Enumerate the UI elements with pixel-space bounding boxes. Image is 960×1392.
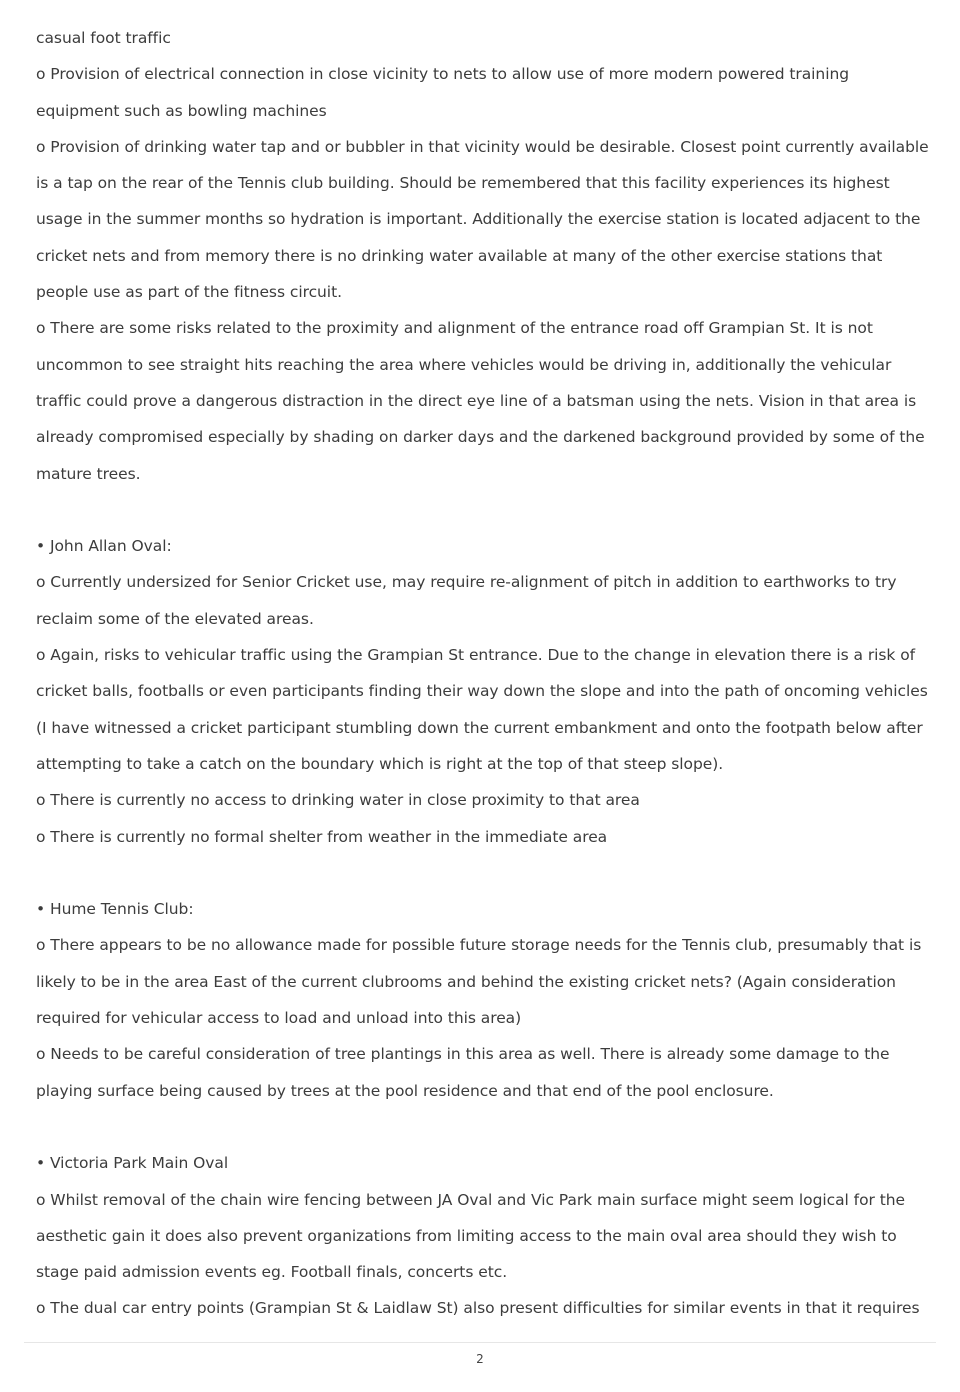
text-line: o There appears to be no allowance made for possible future storage needs for the Tennis club, presumably that is xyxy=(36,936,922,955)
text-line: o Provision of electrical connection in close vicinity to nets to allow use of more modern powered training xyxy=(36,65,850,84)
text-line: o Provision of drinking water tap and or bubbler in that vicinity would be desirable. Closest point currently available xyxy=(36,137,929,156)
text-line: o The dual car entry points (Grampian St & Laidlaw St) also present difficulties for similar events in that it requires xyxy=(36,1299,920,1318)
text-line: stage paid admission events eg. Football finals, concerts etc. xyxy=(36,1263,508,1282)
footer-divider xyxy=(24,1342,936,1343)
text-line: o There is currently no access to drinking water in close proximity to that area xyxy=(36,791,640,810)
text-line: o Whilst removal of the chain wire fencing between JA Oval and Vic Park main surface might seem logical for the xyxy=(36,1190,905,1209)
text-line: already compromised especially by shading on darker days and the darkened background provided by some of the xyxy=(36,428,925,447)
blank-line xyxy=(36,1109,926,1145)
text-line: aesthetic gain it does also prevent organizations from limiting access to the main oval area should they wish to xyxy=(36,1226,897,1245)
text-line: o Again, risks to vehicular traffic using the Grampian St entrance. Due to the change in elevation there is a risk of xyxy=(36,646,916,665)
text-line: mature trees. xyxy=(36,464,141,483)
text-line: cricket nets and from memory there is no drinking water available at many of the other exercise stations that xyxy=(36,246,883,265)
text-line: playing surface being caused by trees at the pool residence and that end of the pool enclosure. xyxy=(36,1081,774,1100)
text-line: o There are some risks related to the proximity and alignment of the entrance road off Grampian St. It is not xyxy=(36,319,873,338)
text-line: o Currently undersized for Senior Cricket use, may require re-alignment of pitch in addition to earthworks to try xyxy=(36,573,897,592)
blank-line xyxy=(36,492,926,528)
text-line: is a tap on the rear of the Tennis club building. Should be remembered that this facility experiences its highest xyxy=(36,174,890,193)
document-page xyxy=(36,20,929,1327)
page-number: 2 xyxy=(476,1352,484,1366)
text-line: cricket balls, footballs or even participants finding their way down the slope and into the path of oncoming vehicles xyxy=(36,682,928,701)
text-line: casual foot traffic xyxy=(36,29,171,47)
blank-line xyxy=(36,855,926,891)
text-line: required for vehicular access to load and unload into this area) xyxy=(36,1009,522,1028)
text-line: traffic could prove a dangerous distraction in the direct eye line of a batsman using the nets. Vision in that area is xyxy=(36,391,917,410)
text-line: o There is currently no formal shelter from weather in the immediate area xyxy=(36,827,608,846)
text-line: equipment such as bowling machines xyxy=(36,101,327,120)
text-line: reclaim some of the elevated areas. xyxy=(36,609,314,628)
text-line: people use as part of the fitness circuit. xyxy=(36,283,342,302)
section-heading-victoria-park-main-oval: • Victoria Park Main Oval xyxy=(36,1154,229,1173)
text-line: uncommon to see straight hits reaching the area where vehicles would be driving in, additionally the vehicular xyxy=(36,355,892,374)
text-line: attempting to take a catch on the boundary which is right at the top of that steep slope). xyxy=(36,754,724,773)
text-line: usage in the summer months so hydration is important. Additionally the exercise station is located adjacent to the xyxy=(36,210,921,229)
text-line: o Needs to be careful consideration of tree plantings in this area as well. There is already some damage to the xyxy=(36,1045,890,1064)
text-line: (I have witnessed a cricket participant stumbling down the current embankment and onto the footpath below after xyxy=(36,718,923,737)
text-line: likely to be in the area East of the current clubrooms and behind the existing cricket nets? (Again consideration xyxy=(36,972,896,991)
section-heading-john-allan-oval: • John Allan Oval: xyxy=(36,537,172,556)
section-heading-hume-tennis-club: • Hume Tennis Club: xyxy=(36,900,194,919)
